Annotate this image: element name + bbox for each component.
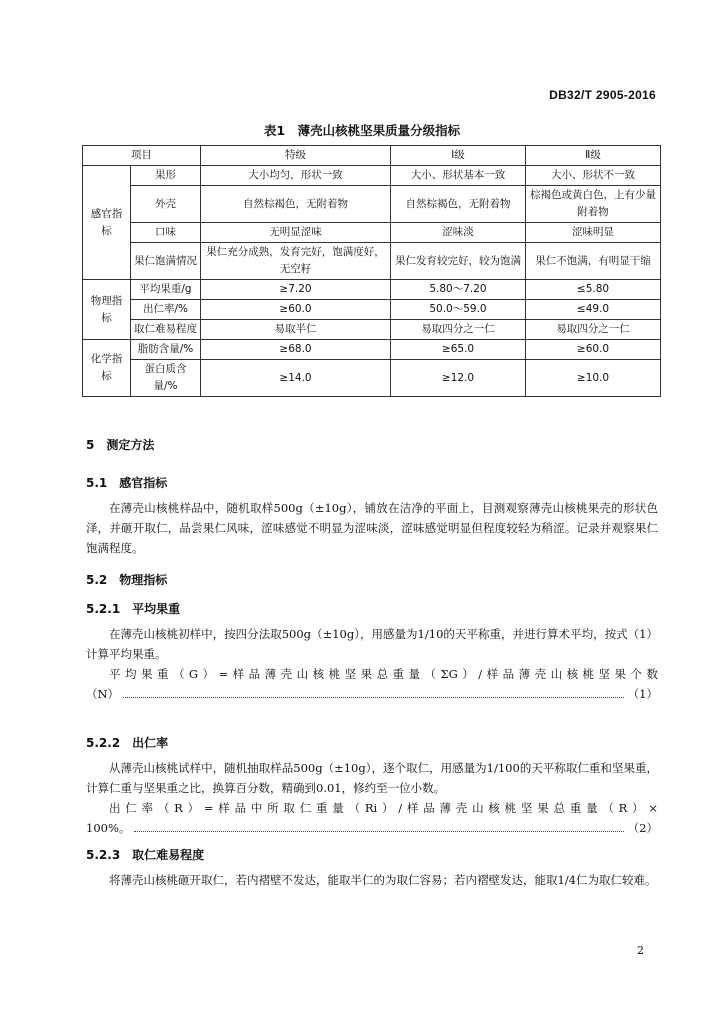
table-row — [83, 320, 661, 340]
page-number: 2 — [637, 944, 644, 957]
header-grade2: Ⅱ级 — [526, 146, 661, 166]
section-title: 取仁难易程度 — [132, 848, 205, 862]
cell-grade2: ≤49.0 — [526, 300, 661, 320]
section-5-1-heading — [86, 474, 167, 491]
table-row — [83, 280, 661, 300]
section-title: 出仁率 — [132, 736, 169, 750]
cell-grade1: 自然棕褐色，无附着物 — [391, 186, 526, 223]
section-5-1-text: 在薄壳山核桃样品中，随机取样500g（±10g），铺放在洁净的平面上，目测观察薄壳山核桃果壳的形状色泽，并砸开取仁，品尝果仁风味，涩味感觉不明显为涩味淡，涩味感觉明显但程度较轻为稍涩。记录并观察果仁饱满程度。 — [86, 501, 658, 555]
section-5-2-3-text: 将薄壳山核桃砸开取仁，若内褶壁不发达，能取半仁的为取仁容易；若内褶壁发达，能取1/4仁为取仁较难。 — [109, 873, 657, 887]
table-row — [83, 300, 661, 320]
cell-grade2: ≥10.0 — [526, 360, 661, 397]
table-row — [83, 166, 661, 186]
cell-grade1: 涩味淡 — [391, 223, 526, 243]
section-5-2-2-text: 从薄壳山核桃试样中，随机抽取样品500g（±10g），逐个取仁，用感量为1/100的天平称取仁重和坚果重，计算仁重与坚果重之比，换算百分数，精确到0.01，修约至一位小数。 — [86, 761, 658, 795]
cell-grade2: 果仁不饱满，有明显干缩 — [526, 243, 661, 280]
grading-table — [82, 145, 661, 397]
cell-special: ≥68.0 — [201, 340, 391, 360]
table-header-row — [83, 146, 661, 166]
cell-grade1: 大小、形状基本一致 — [391, 166, 526, 186]
section-number: 5.1 — [86, 476, 108, 490]
formula-1 — [86, 664, 658, 704]
row-item: 外壳 — [131, 186, 201, 223]
section-title: 平均果重 — [132, 602, 181, 616]
row-item: 脂肪含量/% — [131, 340, 201, 360]
row-item: 平均果重/g — [131, 280, 201, 300]
row-item: 果形 — [131, 166, 201, 186]
row-item: 出仁率/% — [131, 300, 201, 320]
section-5-heading — [86, 436, 154, 453]
section-title: 物理指标 — [119, 573, 168, 587]
formula-1-line2 — [86, 684, 658, 704]
cell-special: 果仁充分成熟，发育完好，饱满度好，无空籽 — [201, 243, 391, 280]
table-row — [83, 340, 661, 360]
table-row — [83, 186, 661, 223]
group-label: 物理指标 — [83, 280, 131, 340]
table-row — [83, 243, 661, 280]
table-row — [83, 360, 661, 397]
formula-1-line1: 平均果重（G）=样品薄壳山核桃坚果总重量（ΣG）/样品薄壳山核桃坚果个数 — [109, 667, 658, 681]
section-5-2-2-heading — [86, 734, 168, 751]
section-5-2-1-text: 在薄壳山核桃初样中，按四分法取500g（±10g），用感量为1/10的天平称重，并进行算术平均，按式（1）计算平均果重。 — [86, 627, 658, 661]
leader-dots — [134, 831, 623, 832]
group-label: 感官指标 — [83, 166, 131, 280]
section-number: 5 — [86, 438, 95, 452]
section-title: 测定方法 — [106, 438, 155, 452]
section-number: 5.2.3 — [86, 848, 121, 862]
cell-special: 大小均匀，形状一致 — [201, 166, 391, 186]
cell-special: 自然棕褐色，无附着物 — [201, 186, 391, 223]
cell-grade1: ≥65.0 — [391, 340, 526, 360]
document-id: DB32/T 2905-2016 — [549, 88, 656, 102]
section-title: 感官指标 — [119, 476, 168, 490]
section-number: 5.2.2 — [86, 736, 121, 750]
cell-grade1: 果仁发育较完好，较为饱满 — [391, 243, 526, 280]
row-item: 果仁饱满情况 — [131, 243, 201, 280]
section-number: 5.2.1 — [86, 602, 121, 616]
cell-special: 易取半仁 — [201, 320, 391, 340]
formula-2 — [86, 798, 658, 838]
cell-grade2: 大小、形状不一致 — [526, 166, 661, 186]
cell-grade2: 易取四分之一仁 — [526, 320, 661, 340]
formula-1-variable: （N） — [86, 687, 120, 701]
section-5-2-1-heading — [86, 600, 180, 617]
cell-grade2: ≤5.80 — [526, 280, 661, 300]
cell-special: ≥7.20 — [201, 280, 391, 300]
header-item: 项目 — [83, 146, 201, 166]
header-special: 特级 — [201, 146, 391, 166]
formula-2-line1: 出仁率（R）=样品中所取仁重量（Ri）/样品薄壳山核桃坚果总重量（R）× — [109, 801, 658, 815]
group-label: 化学指标 — [83, 340, 131, 397]
cell-grade2: ≥60.0 — [526, 340, 661, 360]
cell-grade1: 5.80～7.20 — [391, 280, 526, 300]
section-5-2-3-heading — [86, 846, 204, 863]
cell-grade2: 涩味明显 — [526, 223, 661, 243]
leader-dots — [123, 697, 624, 698]
row-item: 蛋白质含量/% — [131, 360, 201, 397]
section-number: 5.2 — [86, 573, 108, 587]
equation-number: （1） — [627, 687, 658, 701]
equation-number: （2） — [627, 821, 658, 835]
formula-2-tail: 100%。 — [86, 821, 131, 835]
cell-grade2: 棕褐色或黄白色，上有少量附着物 — [526, 186, 661, 223]
cell-special: ≥60.0 — [201, 300, 391, 320]
cell-grade1: ≥12.0 — [391, 360, 526, 397]
table-title: 表1 薄壳山核桃坚果质量分级指标 — [263, 123, 461, 138]
cell-grade1: 50.0～59.0 — [391, 300, 526, 320]
formula-2-line2 — [86, 818, 658, 838]
cell-grade1: 易取四分之一仁 — [391, 320, 526, 340]
section-5-2-heading — [86, 571, 167, 588]
row-item: 取仁难易程度 — [131, 320, 201, 340]
table-row — [83, 223, 661, 243]
row-item: 口味 — [131, 223, 201, 243]
cell-special: 无明显涩味 — [201, 223, 391, 243]
header-grade1: Ⅰ级 — [391, 146, 526, 166]
cell-special: ≥14.0 — [201, 360, 391, 397]
